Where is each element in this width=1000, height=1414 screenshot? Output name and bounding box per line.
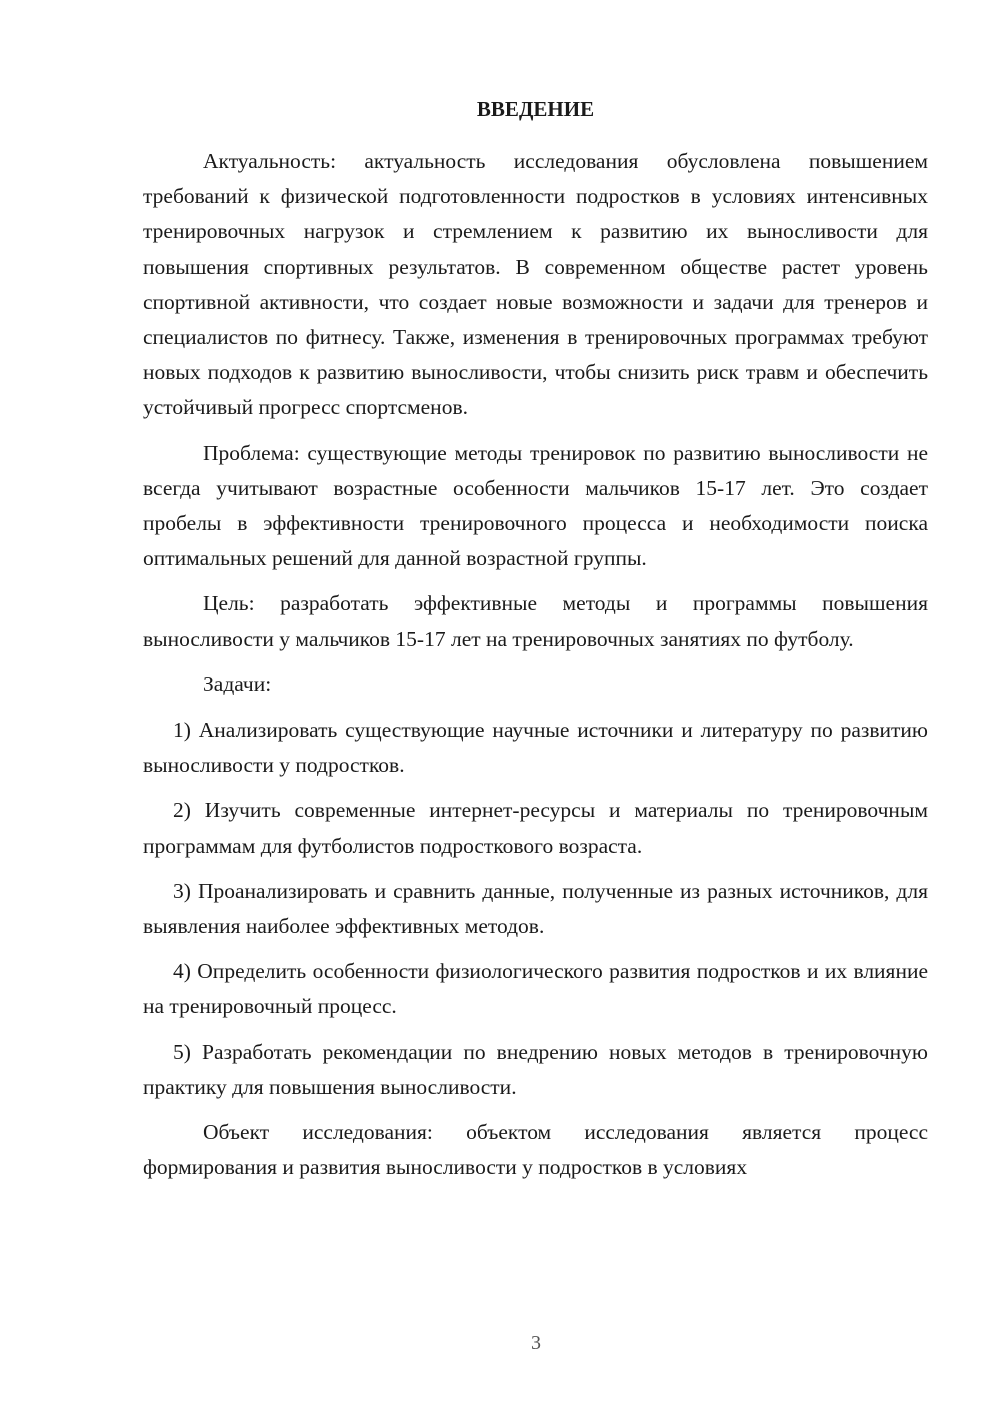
task-item-1: 1) Анализировать существующие научные источники и литературу по развитию выносливости у подростков.: [143, 718, 928, 778]
task-item-5: 5) Разработать рекомендации по внедрению новых методов в тренировочную практику для повышения выносливости.: [143, 1039, 928, 1099]
paragraph-goal: Цель: разработать эффективные методы и программы повышения выносливости у мальчиков 15-17 лет на тренировочных занятиях по футболу.: [143, 591, 928, 651]
paragraph-object: Объект исследования: объектом исследования является процесс формирования и развития выносливости у подростков в условиях: [143, 1120, 928, 1180]
page-content: [143, 92, 928, 1195]
task-item-4: 4) Определить особенности физиологического развития подростков и их влияние на тренировочный процесс.: [143, 959, 928, 1019]
paragraph-problem: Проблема: существующие методы тренировок по развитию выносливости не всегда учитывают возрастные особенности мальчиков 15-17 лет. Это создает пробелы в эффективности тренировочного процесса и необходимости поиска оптимальных решений для данной возрастной группы.: [143, 440, 928, 571]
task-item-2: 2) Изучить современные интернет-ресурсы и материалы по тренировочным программам для футболистов подросткового возраста.: [143, 798, 928, 858]
tasks-label: Задачи:: [203, 671, 272, 696]
paragraph-relevance: Актуальность: актуальность исследования обусловлена повышением требований к физической подготовленности подростков в условиях интенсивных тренировочных нагрузок и стремлением к развитию их выносливости для повышения спортивных результатов. В современном обществе растет уровень спортивной активности, что создает новые возможности и задачи для тренеров и специалистов по фитнесу. Также, изменения в тренировочных программах требуют новых подходов к развитию выносливости, чтобы снизить риск травм и обеспечить устойчивый прогресс спортсменов.: [143, 149, 928, 420]
page-number: 3: [531, 1332, 541, 1354]
section-heading: ВВЕДЕНИЕ: [476, 97, 595, 121]
task-item-3: 3) Проанализировать и сравнить данные, полученные из разных источников, для выявления наиболее эффективных методов.: [143, 878, 928, 939]
tasks-list: [143, 713, 928, 1105]
